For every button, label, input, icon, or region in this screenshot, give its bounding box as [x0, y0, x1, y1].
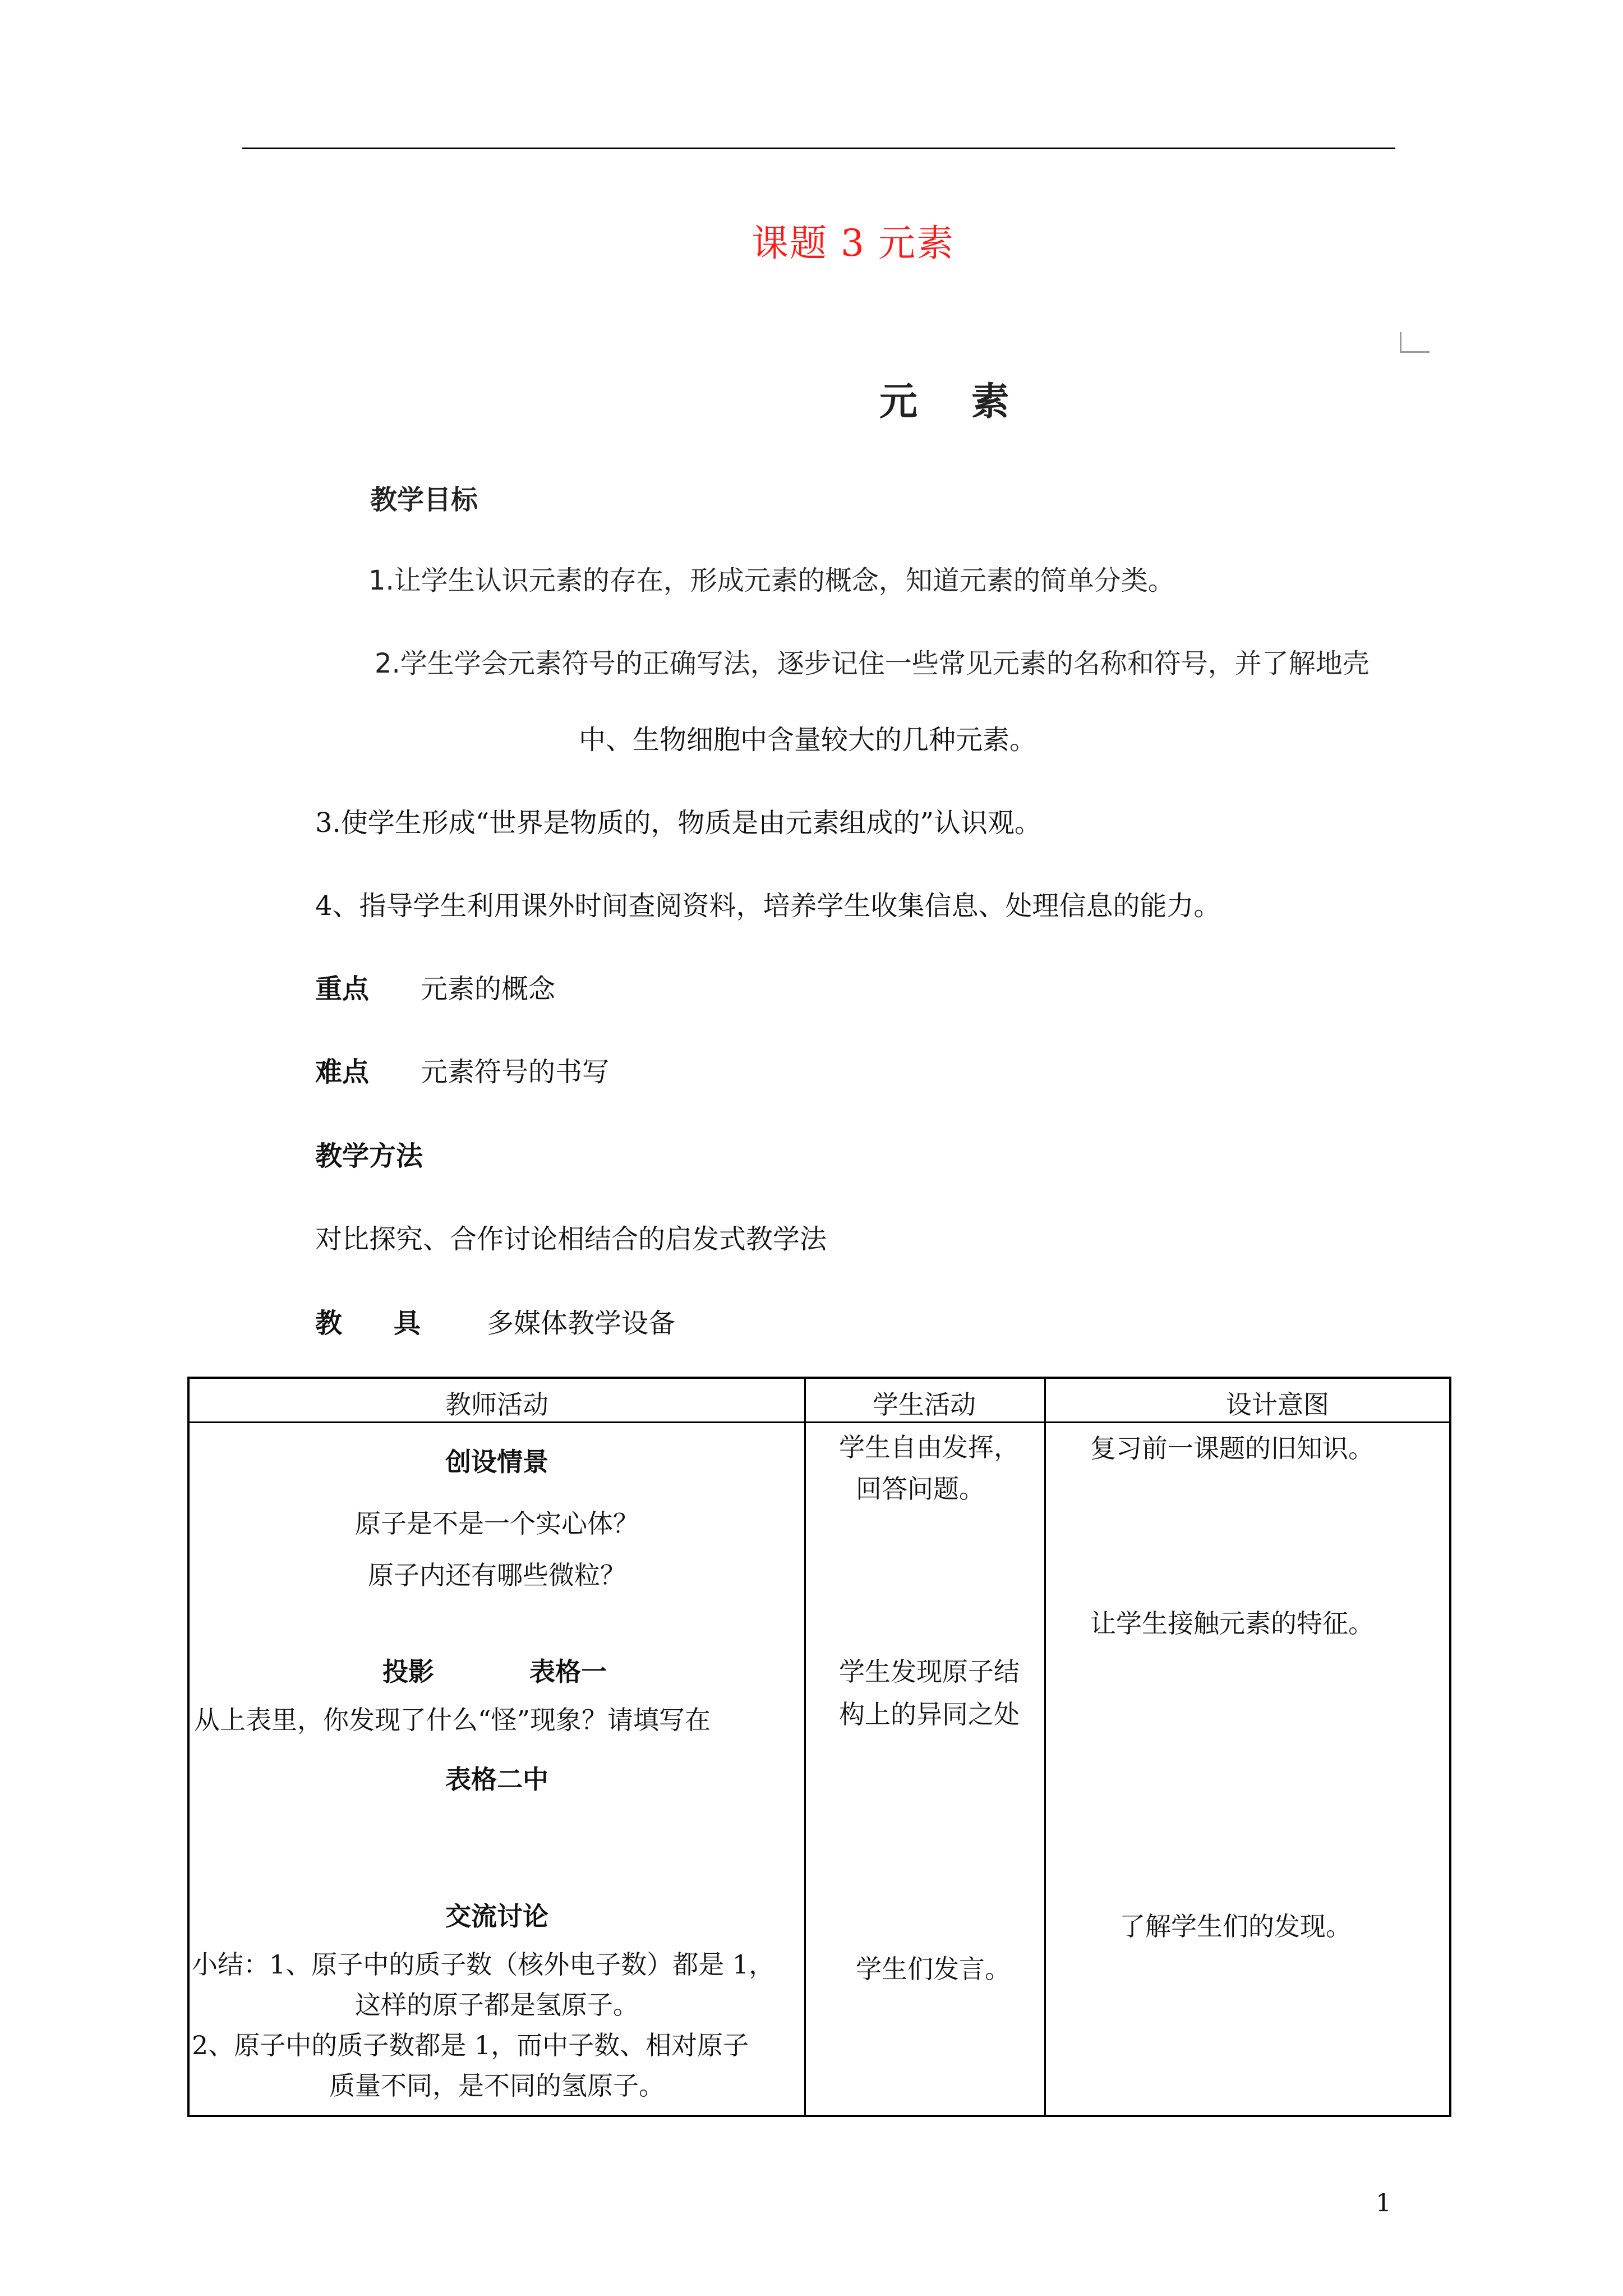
teacher-table-one: 表格一 — [529, 1657, 607, 1687]
teacher-question-1: 原子是不是一个实心体？ — [355, 1508, 639, 1539]
difficulty-row — [315, 1050, 609, 1089]
table-divider-2 — [1044, 1379, 1046, 2115]
teacher-projection: 投影 — [382, 1657, 434, 1687]
student-activity-1b: 回答问题。 — [856, 1474, 985, 1504]
teacher-scene-heading: 创设情景 — [445, 1447, 548, 1477]
teacher-summary-1a: 小结：1、原子中的质子数（核外电子数）都是 1， — [192, 1949, 775, 1980]
student-activity-2b: 构上的异同之处 — [839, 1699, 1020, 1729]
objectives-heading: 教学目标 — [370, 484, 478, 516]
teacher-summary-2b: 质量不同，是不同的氢原子。 — [329, 2070, 665, 2101]
objective-item-1: 1.让学生认识元素的存在，形成元素的概念，知道元素的简单分类。 — [368, 565, 1175, 596]
difficulty-label: 难点 — [315, 1056, 370, 1088]
key-point-row — [315, 967, 555, 1006]
teacher-line-a: 从上表里，你发现了什么“怪”现象？请填写在 — [194, 1705, 711, 1735]
student-activity-3: 学生们发言。 — [856, 1954, 1011, 1984]
teacher-discussion: 交流讨论 — [445, 1901, 548, 1931]
difficulty-value: 元素符号的书写 — [421, 1056, 610, 1088]
intent-2: 让学生接触元素的特征。 — [1090, 1608, 1374, 1639]
teacher-question-2: 原子内还有哪些微粒？ — [368, 1560, 626, 1590]
tools-row — [315, 1301, 675, 1340]
key-point-value: 元素的概念 — [421, 973, 556, 1005]
student-activity-1a: 学生自由发挥， — [839, 1432, 1020, 1462]
objective-item-2-line-1: 2.学生学会元素符号的正确写法，逐步记住一些常见元素的名称和符号，并了解地壳 — [375, 648, 1370, 679]
section-title: 元 素 — [879, 379, 1030, 424]
header-rule — [242, 148, 1395, 149]
key-point-label: 重点 — [315, 973, 370, 1005]
page-number: 1 — [1376, 2189, 1391, 2217]
objective-item-3: 3.使学生形成“世界是物质的，物质是由元素组成的”认识观。 — [315, 807, 1041, 839]
objective-item-2-line-2: 中、生物细胞中含量较大的几种元素。 — [579, 724, 1037, 756]
header-teacher: 教师活动 — [445, 1389, 548, 1420]
method-heading: 教学方法 — [315, 1140, 423, 1172]
teacher-summary-2a: 2、原子中的质子数都是 1，而中子数、相对原子 — [192, 2030, 749, 2060]
tools-value: 多媒体教学设备 — [487, 1308, 676, 1339]
header-intent: 设计意图 — [1226, 1389, 1329, 1420]
intent-1: 复习前一课题的旧知识。 — [1090, 1433, 1374, 1464]
intent-3: 了解学生们的发现。 — [1119, 1911, 1352, 1941]
tools-label-b: 具 — [394, 1308, 421, 1339]
header-student: 学生活动 — [873, 1389, 976, 1420]
table-header-rule — [190, 1421, 1449, 1423]
lesson-table — [187, 1377, 1451, 2117]
student-activity-2a: 学生发现原子结 — [839, 1657, 1020, 1687]
teacher-summary-1b: 这样的原子都是氢原子。 — [355, 1990, 639, 2020]
tools-label-a: 教 — [315, 1308, 343, 1339]
teacher-line-b: 表格二中 — [445, 1764, 548, 1795]
method-text: 对比探究、合作讨论相结合的启发式教学法 — [315, 1223, 827, 1255]
document-title: 课题 3 元素 — [751, 222, 955, 265]
objective-item-4: 4、指导学生利用课外时间查阅资料，培养学生收集信息、处理信息的能力。 — [315, 890, 1221, 922]
corner-crop-mark — [1400, 332, 1430, 353]
table-divider-1 — [804, 1379, 806, 2115]
